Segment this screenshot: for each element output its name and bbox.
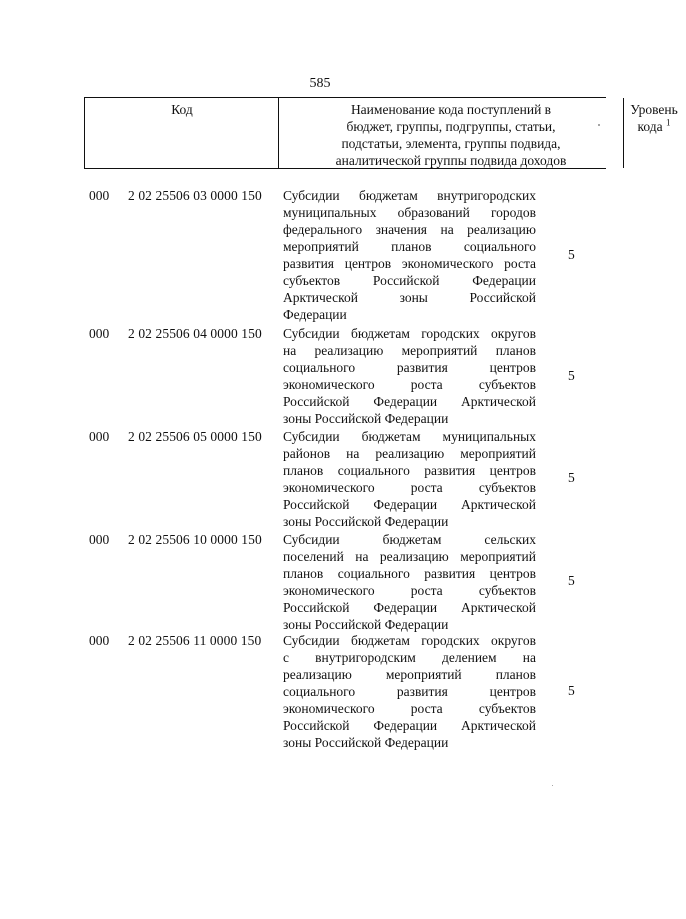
header-level-column <box>622 98 686 168</box>
row-prefix: 000 <box>89 326 110 341</box>
description-line: экономического роста субъектов <box>283 583 536 598</box>
description-line: зоны Российской Федерации <box>283 514 449 529</box>
row-code: 2 02 25506 11 0000 150 <box>128 633 262 648</box>
header-name-line: Наименование кода поступлений в <box>350 102 552 117</box>
description-line: поселений на реализацию мероприятий <box>283 549 536 564</box>
description-line: Субсидии бюджетам городских округов <box>283 633 536 648</box>
page-number: 585 <box>309 76 331 91</box>
description-line: Российской Федерации Арктической <box>283 718 536 733</box>
description-line: зоны Российской Федерации <box>283 411 449 426</box>
description-line: социального развития центров <box>283 684 536 699</box>
header-code-column: Код <box>84 98 279 168</box>
row-level: 5 <box>568 247 575 262</box>
row-description <box>283 325 536 427</box>
row-level: 5 <box>568 683 575 698</box>
scan-speck <box>598 124 600 126</box>
description-line: мероприятий планов социального <box>283 239 536 254</box>
description-line: Российской Федерации Арктической <box>283 394 536 409</box>
description-line: Субсидии бюджетам городских округов <box>283 326 536 341</box>
description-line: планов социального развития центров <box>283 566 536 581</box>
description-line: Субсидии бюджетам муниципальных <box>283 429 536 444</box>
description-line: зоны Российской Федерации <box>283 617 449 632</box>
header-level-line1: Уровень <box>630 102 678 117</box>
row-description <box>283 428 536 530</box>
row-code: 2 02 25506 10 0000 150 <box>128 532 262 547</box>
row-code: 2 02 25506 04 0000 150 <box>128 326 262 341</box>
description-line: Субсидии бюджетам сельских <box>283 532 536 547</box>
description-line: зоны Российской Федерации <box>283 735 449 750</box>
description-line: федерального значения на реализацию <box>283 222 536 237</box>
row-prefix: 000 <box>89 429 110 444</box>
description-line: на реализацию мероприятий планов <box>283 343 536 358</box>
scan-speck <box>552 785 553 786</box>
description-line: Российской Федерации Арктической <box>283 497 536 512</box>
description-line: с внутригородским делением на <box>283 650 536 665</box>
row-level: 5 <box>568 470 575 485</box>
description-line: Арктической зоны Российской <box>283 290 536 305</box>
description-line: районов на реализацию мероприятий <box>283 446 536 461</box>
row-code: 2 02 25506 05 0000 150 <box>128 429 262 444</box>
header-name-line: бюджет, группы, подгруппы, статьи, <box>346 119 556 134</box>
description-line: реализацию мероприятий планов <box>283 667 536 682</box>
header-level-line2 <box>622 118 686 135</box>
footnote-marker: 1 <box>665 117 671 128</box>
row-code: 2 02 25506 03 0000 150 <box>128 188 262 203</box>
row-description <box>283 632 536 751</box>
description-line: экономического роста субъектов <box>283 701 536 716</box>
row-prefix: 000 <box>89 633 110 648</box>
description-line: развития центров экономического роста <box>283 256 536 271</box>
description-line: субъектов Российской Федерации <box>283 273 536 288</box>
description-line: экономического роста субъектов <box>283 377 536 392</box>
row-level: 5 <box>568 573 575 588</box>
row-prefix: 000 <box>89 188 110 203</box>
description-line: муниципальных образований городов <box>283 205 536 220</box>
table-header <box>84 97 678 169</box>
description-line: социального развития центров <box>283 360 536 375</box>
row-description <box>283 187 536 323</box>
description-line: экономического роста субъектов <box>283 480 536 495</box>
row-level: 5 <box>568 368 575 383</box>
header-name-line: подстатьи, элемента, группы подвида, <box>341 136 561 151</box>
row-prefix: 000 <box>89 532 110 547</box>
row-description <box>283 531 536 633</box>
header-name-column <box>278 98 624 168</box>
description-line: Российской Федерации Арктической <box>283 600 536 615</box>
description-line: планов социального развития центров <box>283 463 536 478</box>
header-level-word: кода <box>637 119 663 134</box>
description-line: Федерации <box>283 307 347 322</box>
header-name-line: аналитической группы подвида доходов <box>335 153 567 168</box>
description-line: Субсидии бюджетам внутригородских <box>283 188 536 203</box>
